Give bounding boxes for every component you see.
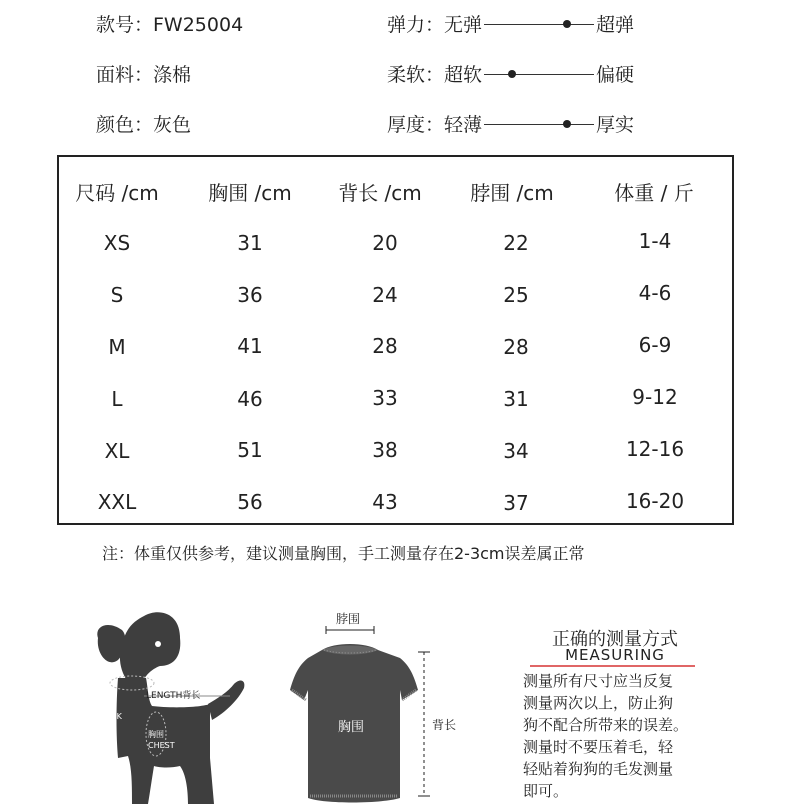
cell-size: S [110, 283, 124, 307]
cell-chest: 36 [237, 283, 263, 307]
scale-right: 超弹 [596, 14, 635, 36]
cell-weight: 16-20 [625, 489, 685, 513]
cell-back: 38 [372, 438, 398, 462]
cell-chest: 56 [237, 490, 263, 514]
cell-chest: 41 [237, 334, 263, 358]
instruction-line: 测量时不要压着毛，轻 [523, 738, 674, 756]
color: 颜色：灰色 [96, 114, 192, 136]
scale-track [484, 114, 594, 134]
instruction-line: 轻贴着狗狗的毛发测量 [523, 760, 674, 778]
cell-neck: 31 [503, 387, 529, 411]
header-size: 尺码 /cm [75, 181, 159, 205]
cell-back: 20 [372, 231, 398, 255]
shirt-back-label: 背长 [432, 718, 457, 732]
dog-chest-en: CHEST [148, 741, 175, 750]
measuring-title: 正确的测量方式 [552, 629, 678, 650]
scale-right: 偏硬 [596, 64, 635, 86]
cell-neck: 34 [503, 439, 529, 463]
scale-left: 无弹 [444, 14, 483, 36]
shirt-icon [290, 606, 470, 804]
scale-track [484, 14, 594, 34]
cell-back: 28 [372, 334, 398, 358]
cell-weight: 4-6 [638, 281, 672, 305]
dog-neck-en: NECK [100, 712, 122, 721]
scale-left: 轻薄 [444, 114, 483, 136]
scale-left: 超软 [444, 64, 483, 86]
scale-label: 弹力： [387, 14, 445, 36]
cell-neck: 28 [503, 335, 529, 359]
cell-neck: 25 [503, 283, 529, 307]
measuring-underline [530, 665, 695, 667]
softness-scale [387, 60, 634, 87]
shirt-neck-label: 脖围 [336, 612, 361, 626]
cell-size: XS [103, 231, 131, 255]
style-number: 款号：FW25004 [96, 14, 244, 36]
shirt-chest-label: 胸围 [338, 720, 365, 735]
dog-length-label: LENGTH背长 [146, 691, 201, 701]
instruction-line: 即可。 [523, 782, 569, 800]
cell-back: 43 [372, 490, 398, 514]
elasticity-scale [387, 10, 634, 37]
scale-marker [508, 70, 516, 78]
note-text: 注：体重仅供参考，建议测量胸围，手工测量存在2-3cm误差属正常 [102, 544, 585, 563]
cell-chest: 31 [237, 231, 263, 255]
cell-size: XL [104, 439, 130, 463]
size-table [57, 155, 734, 525]
cell-back: 33 [372, 386, 398, 410]
material: 面料：涤棉 [96, 64, 192, 86]
header-chest: 胸围 /cm [208, 181, 292, 205]
cell-chest: 51 [237, 438, 263, 462]
cell-weight: 1-4 [638, 229, 672, 253]
measuring-subtitle: MEASURING [565, 646, 665, 664]
thickness-scale [387, 110, 634, 137]
dog-chest-cn: 胸围 [148, 730, 164, 739]
header-weight: 体重 / 斤 [614, 181, 694, 205]
instruction-line: 测量所有尺寸应当反复 [523, 672, 674, 690]
scale-label: 柔软： [387, 64, 445, 86]
scale-right: 厚实 [596, 114, 635, 136]
dog-neck-cn: 脖围 [100, 701, 116, 710]
cell-back: 24 [372, 283, 398, 307]
cell-neck: 22 [503, 231, 529, 255]
cell-size: L [111, 387, 123, 411]
cell-weight: 9-12 [632, 385, 678, 409]
instruction-line: 狗不配合所带来的误差。 [523, 716, 689, 734]
cell-chest: 46 [237, 387, 263, 411]
shirt-diagram [290, 606, 470, 804]
scale-label: 厚度： [387, 114, 445, 136]
scale-marker [563, 120, 571, 128]
measuring-instructions [523, 670, 723, 802]
cell-size: M [108, 335, 126, 359]
cell-weight: 12-16 [625, 437, 685, 461]
cell-size: XXL [97, 490, 137, 514]
instruction-line: 测量两次以上，防止狗 [523, 694, 674, 712]
header-neck: 脖围 /cm [470, 181, 554, 205]
scale-track [484, 64, 594, 84]
scale-marker [563, 20, 571, 28]
header-back: 背长 /cm [338, 181, 422, 205]
cell-neck: 37 [503, 491, 529, 515]
dog-diagram [88, 608, 263, 804]
cell-weight: 6-9 [638, 333, 672, 357]
